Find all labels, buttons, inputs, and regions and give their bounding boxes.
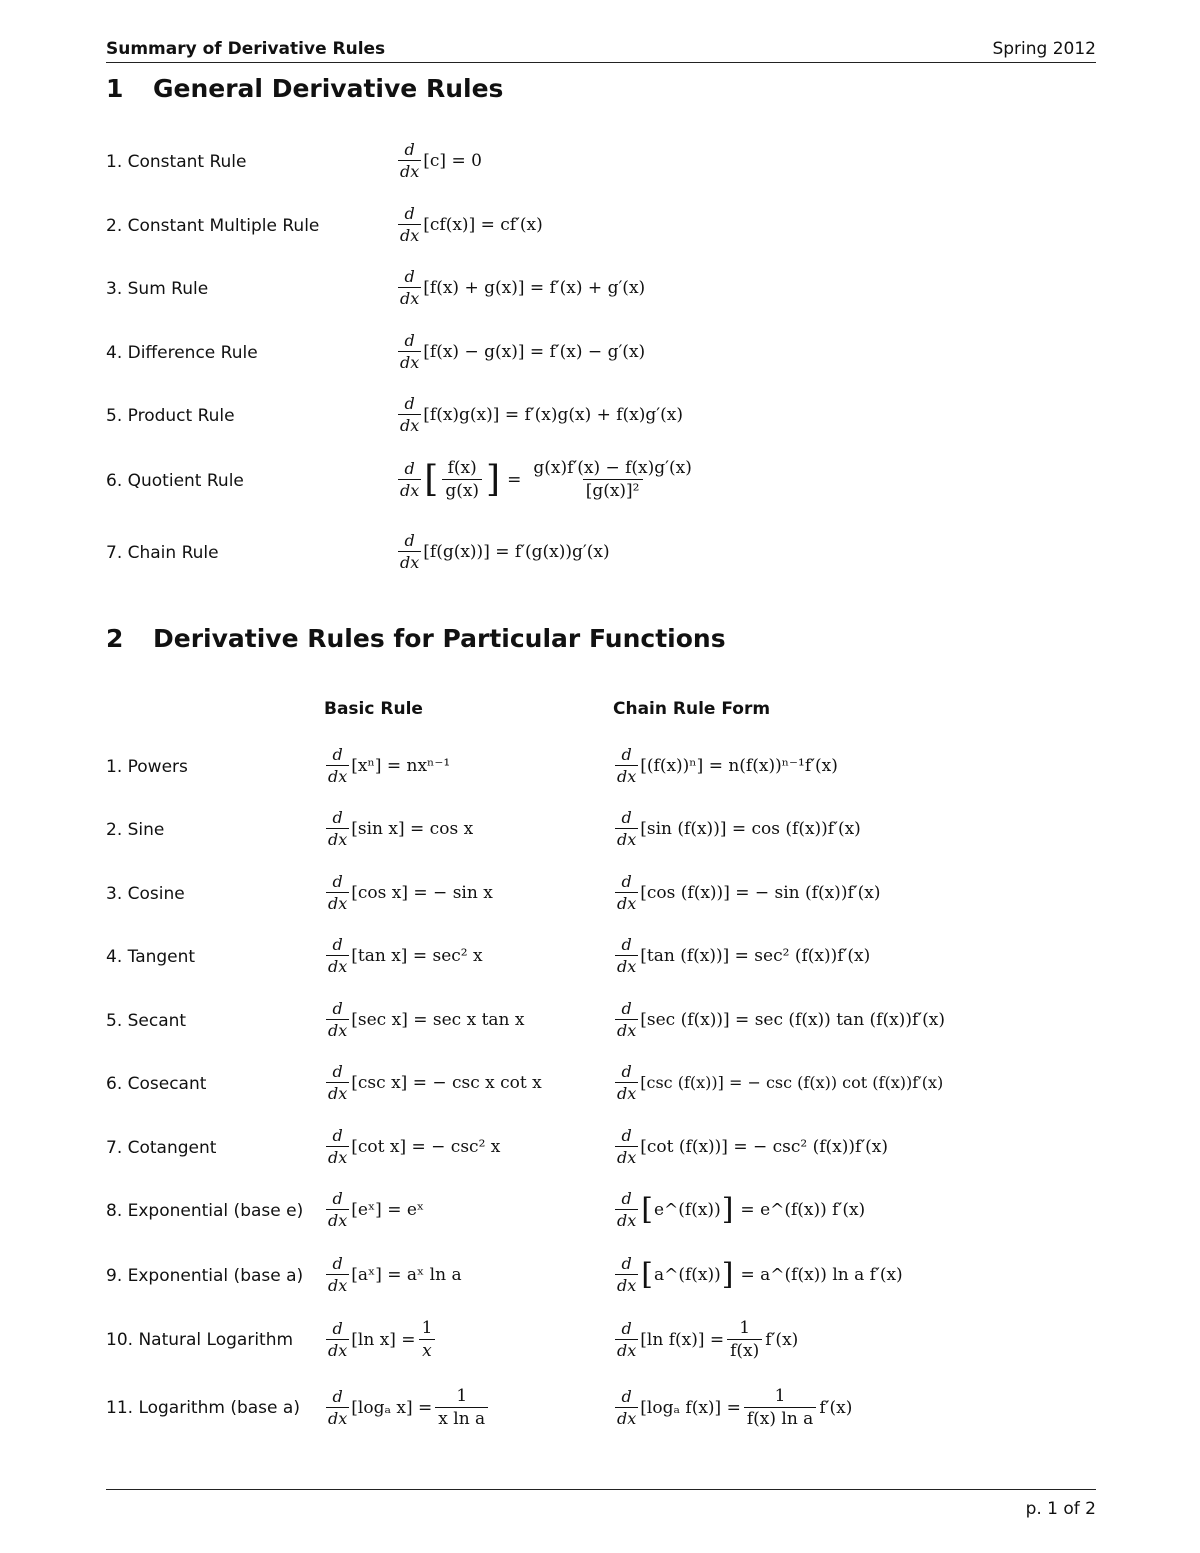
basic-rule-formula: $\frac{d}{dx}$ [sin x] = cos x xyxy=(328,808,474,849)
basic-rule-formula: $\frac{d}{dx}$ [xⁿ] = nxⁿ⁻¹ xyxy=(328,745,451,786)
basic-rule-formula: $\frac{d}{dx}$ [aˣ] = aˣ ln a xyxy=(328,1254,462,1295)
rule-label: 6. Quotient Rule xyxy=(106,471,244,491)
basic-rule-formula: $\frac{d}{dx}$ [csc x] = − csc x cot x xyxy=(328,1062,542,1103)
basic-rule-formula: $\frac{d}{dx}$ [cot x] = − csc² x xyxy=(328,1126,501,1167)
rule-label: 1. Powers xyxy=(106,757,188,777)
rule-label: 4. Tangent xyxy=(106,947,196,967)
rule-label: 10. Natural Logarithm xyxy=(106,1330,294,1350)
document-title: Summary of Derivative Rules xyxy=(106,39,386,59)
semester-label: Spring 2012 xyxy=(992,39,1096,59)
section-1-heading: 1 General Derivative Rules xyxy=(106,74,504,103)
basic-rule-formula: $\frac{d}{dx}$ [logₐ x] = $\frac{1}{\text{x ln a}}$ xyxy=(324,1386,491,1429)
rule-label: 2. Sine xyxy=(106,820,165,840)
rule-label: 5. Product Rule xyxy=(106,406,235,426)
derivative-operator: $\frac{d}{dx}$ xyxy=(400,267,420,308)
rule-label: 11. Logarithm (base a) xyxy=(106,1398,300,1418)
basic-rule-formula: $\frac{d}{dx}$ [sec x] = sec x tan x xyxy=(328,999,525,1040)
derivative-operator: $\frac{d}{dx}$ xyxy=(400,204,420,245)
footer-divider xyxy=(106,1489,1096,1490)
basic-rule-formula: $\frac{d}{dx}$ [cos x] = − sin x xyxy=(328,872,493,913)
rule-label: 6. Cosecant xyxy=(106,1074,207,1094)
rule-formula: $\frac{d}{dx}$ [f(x)g(x)] = f′(x)g(x) + f(x)g′(x) xyxy=(400,394,683,435)
derivative-operator: $\frac{d}{dx}$ xyxy=(400,531,420,572)
rule-formula: $\frac{d}{dx}$ [f(x) − g(x)] = f′(x) − g′(x) xyxy=(400,331,646,372)
rule-label: 3. Sum Rule xyxy=(106,279,209,299)
chain-rule-formula: $\frac{d}{dx}$ [cos (f(x))] = − sin (f(x))f′(x) xyxy=(617,872,881,913)
rule-label: 7. Chain Rule xyxy=(106,543,219,563)
chain-rule-formula: $\frac{d}{dx}$ [tan (f(x))] = sec² (f(x))f′(x) xyxy=(617,935,871,976)
chain-rule-formula: $\frac{d}{dx}$ [cot (f(x))] = − csc² (f(x))f′(x) xyxy=(617,1126,889,1167)
rule-label: 4. Difference Rule xyxy=(106,343,258,363)
derivative-operator: $\frac{d}{dx}$ xyxy=(400,140,420,181)
rule-label: 5. Secant xyxy=(106,1011,187,1031)
column-header-chain: Chain Rule Form xyxy=(613,699,771,719)
rule-formula: $\frac{d}{dx}$ [ $\frac{f(x)}{g(x)}$ ] = $\frac{g(x)f'(x) - f(x)g'(x)}{\text{[g(x)]²}}$ xyxy=(400,458,692,501)
rule-label: 9. Exponential (base a) xyxy=(106,1266,304,1286)
chain-rule-formula: $\frac{d}{dx}$ [ a^(f(x)) ] = a^(f(x)) ln a f′(x) xyxy=(617,1254,903,1295)
chain-rule-formula: $\frac{d}{dx}$ [csc (f(x))] = − csc (f(x)) cot (f(x))f′(x) xyxy=(617,1062,944,1103)
basic-rule-formula: $\frac{d}{dx}$ [tan x] = sec² x xyxy=(328,935,483,976)
rule-label: 3. Cosine xyxy=(106,884,185,904)
basic-rule-formula: $\frac{d}{dx}$ [ln x] = $\frac{1}{x}$ xyxy=(324,1318,438,1361)
page-header xyxy=(106,38,1096,63)
rule-formula: $\frac{d}{dx}$ [f(g(x))] = f′(g(x))g′(x) xyxy=(400,531,610,572)
chain-rule-formula: $\frac{d}{dx}$ [ e^(f(x)) ] = e^(f(x)) f′(x) xyxy=(617,1189,866,1230)
rule-label: 7. Cotangent xyxy=(106,1138,217,1158)
rule-formula: $\frac{d}{dx}$ [c] = 0 xyxy=(400,140,482,181)
rule-label: 8. Exponential (base e) xyxy=(106,1201,304,1221)
rule-formula: $\frac{d}{dx}$ [cf(x)] = cf′(x) xyxy=(400,204,543,245)
rule-label: 2. Constant Multiple Rule xyxy=(106,216,320,236)
rule-formula: $\frac{d}{dx}$ [f(x) + g(x)] = f′(x) + g′(x) xyxy=(400,267,646,308)
column-header-basic: Basic Rule xyxy=(324,699,423,719)
basic-rule-formula: $\frac{d}{dx}$ [eˣ] = eˣ xyxy=(328,1189,425,1230)
derivative-operator: $\frac{d}{dx}$ xyxy=(400,459,420,500)
derivative-operator: $\frac{d}{dx}$ xyxy=(400,394,420,435)
chain-rule-formula: $\frac{d}{dx}$ [logₐ f(x)] = $\frac{1}{\text{f(x) ln a}}$ f′(x) xyxy=(617,1386,853,1429)
chain-rule-formula: $\frac{d}{dx}$ [ln f(x)] = $\frac{1}{f(x)}$ f′(x) xyxy=(617,1318,799,1361)
page-number: p. 1 of 2 xyxy=(1025,1499,1096,1519)
chain-rule-formula: $\frac{d}{dx}$ [sin (f(x))] = cos (f(x))f′(x) xyxy=(617,808,861,849)
derivative-operator: $\frac{d}{dx}$ xyxy=(400,331,420,372)
chain-rule-formula: $\frac{d}{dx}$ [sec (f(x))] = sec (f(x)) tan (f(x))f′(x) xyxy=(617,999,945,1040)
chain-rule-formula: $\frac{d}{dx}$ [(f(x))ⁿ] = n(f(x))ⁿ⁻¹f′(x) xyxy=(617,745,838,786)
rule-label: 1. Constant Rule xyxy=(106,152,247,172)
section-2-heading: 2 Derivative Rules for Particular Functions xyxy=(106,624,726,653)
